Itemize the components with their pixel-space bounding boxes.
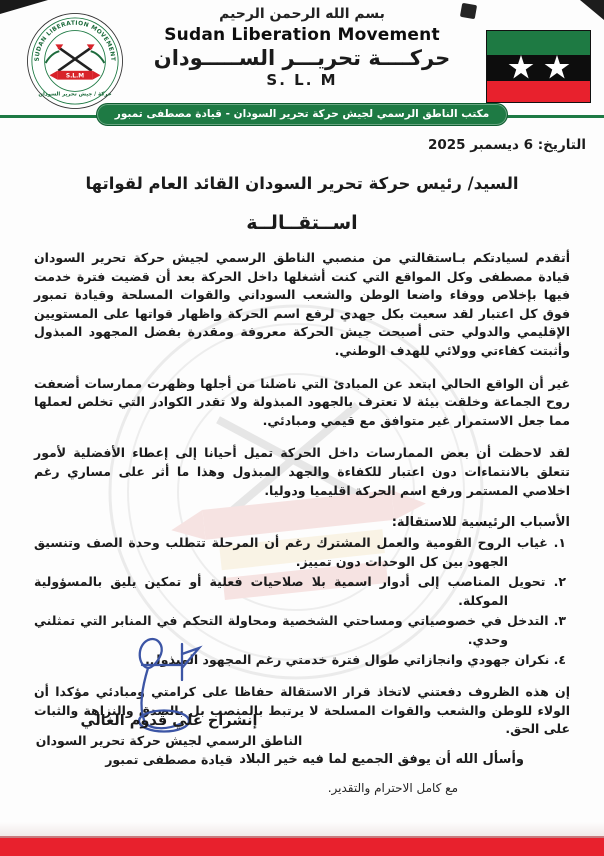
closing-paragraph: إن هذه الظروف دفعتني لاتخاذ قرار الاستقالة حفاظا على كرامتي ومبادئي مؤكدا أن الولاء للوطن والشعب والقوات المسلحة لا يرتبط بالمنصب بل بالصدق والنزاهة والثبات على الحق. <box>34 684 570 737</box>
org-name-en: Sudan Liberation Movement <box>164 25 440 45</box>
office-banner: مكتب الناطق الرسمي لجيش حركة تحرير السودان - قيادة مصطفى تمبور <box>96 103 508 126</box>
signatory-name: إنشراح علي قدوم الغالي <box>80 713 258 729</box>
header-center <box>142 6 462 89</box>
bismillah-calligraphy: بسم الله الرحمن الرحيم <box>219 6 385 22</box>
document-title: اســتقــالــة <box>246 212 358 234</box>
regards-line: مع كامل الاحترام والتقدير. <box>327 780 458 795</box>
prayer-line: وأسأل الله أن يوفق الجميع لما فيه خير البلاد <box>239 751 524 767</box>
org-abbreviation: S. L. M <box>266 71 338 89</box>
signature-block <box>34 713 304 767</box>
paragraph: لقد لاحظت أن بعض الممارسات داخل الحركة تميل أحيانا إلى إعطاء الأفضلية لأمور تتعلق بالانتماءات دون اعتبار للكفاءة والجهد المبذول وهذا ما أثر على مساري رغم اخلاصي المستمر ورفع اسم الحركة اقليميا ودوليا. <box>34 445 570 498</box>
bottom-red-band <box>0 838 604 856</box>
photo-corner-shadow <box>580 0 604 20</box>
paragraph: أتقدم لسيادتكم بـاستقالتي من منصبي الناطق الرسمي لجيش حركة تحرير السودان قيادة مصطفى وكل المواقع التي كنت أشغلها داخل الحركة بعد أن قضيت فترة خدمت فيها بإخلاص ووفاء واضعا الوطن والشعب السوداني والقوات المسلحة وقيادة تمبور فوق كل اعتبار لقد سعيت بكل جهدي لرفع اسم الحركة واظهار قواتها على المستويين الإقليمي والدولي حتى أصبحت جيش الحركة معروفة ومقدرة بفضل المجهود المبذول وأثبتت كفاءتي وولائي للهدف الوطني. <box>34 250 570 358</box>
bottom-shadow-strip <box>0 822 604 838</box>
reason-item: ٢. تحويل المناصب إلى أدوار اسمية بلا صلاحيات فعلية أو تمكين يليق بالمسؤولية الموكلة. <box>34 574 566 609</box>
emblem-bottom-text: حركة / جيش تحرير السودان <box>38 91 112 98</box>
reason-item: ١. غياب الروح القومية والعمل المشترك رغم أن المرحلة تتطلب وحدة الصف وتنسيق الجهود بين كل الوحدات دون تمييز. <box>34 535 566 570</box>
date-line: التاريخ: 6 ديسمبر 2025 <box>427 137 586 153</box>
slm-flag-icon <box>486 30 591 103</box>
slm-emblem-icon <box>26 12 124 110</box>
reason-item: ٤. نكران جهودي وانجازاتي طوال فترة خدمتي رغم المجهود المبذول. <box>145 652 566 668</box>
paragraph: غير أن الواقع الحالي ابتعد عن المبادئ التي ناضلنا من أجلها وظهرت ممارسات أضعفت روح الجماعة وخلقت بيئة لا تعترف بالجهود المبذولة ولا تقدر الكوادر التي تخلص لعملها مما جعل الاستمرار غير متوافق مع قيمي ومبادئي. <box>34 375 570 428</box>
photo-smudge <box>460 3 477 19</box>
org-name-ar: حركــــة تحريـــر الســـــودان <box>153 46 451 70</box>
addressee-line: السيد/ رئيس حركة تحرير السودان القائد العام لقواتها <box>85 174 519 193</box>
reasons-heading: الأسباب الرئيسية للاستقالة: <box>391 515 570 531</box>
emblem-ribbon-text: S.L.M <box>65 73 85 80</box>
office-banner-row <box>0 103 604 131</box>
signatory-command: قيادة مصطفى تمبور <box>105 752 233 767</box>
reason-item: ٣. التدخل في خصوصياتي ومساحتي الشخصية ومحاولة التحكم في المنابر التي تمثلني وحدي. <box>34 613 566 648</box>
emblem-top-text: SUDAN LIBERATION MOVEMENT <box>34 20 116 62</box>
signatory-title: الناطق الرسمي لجيش حركة تحرير السودان <box>35 733 303 748</box>
